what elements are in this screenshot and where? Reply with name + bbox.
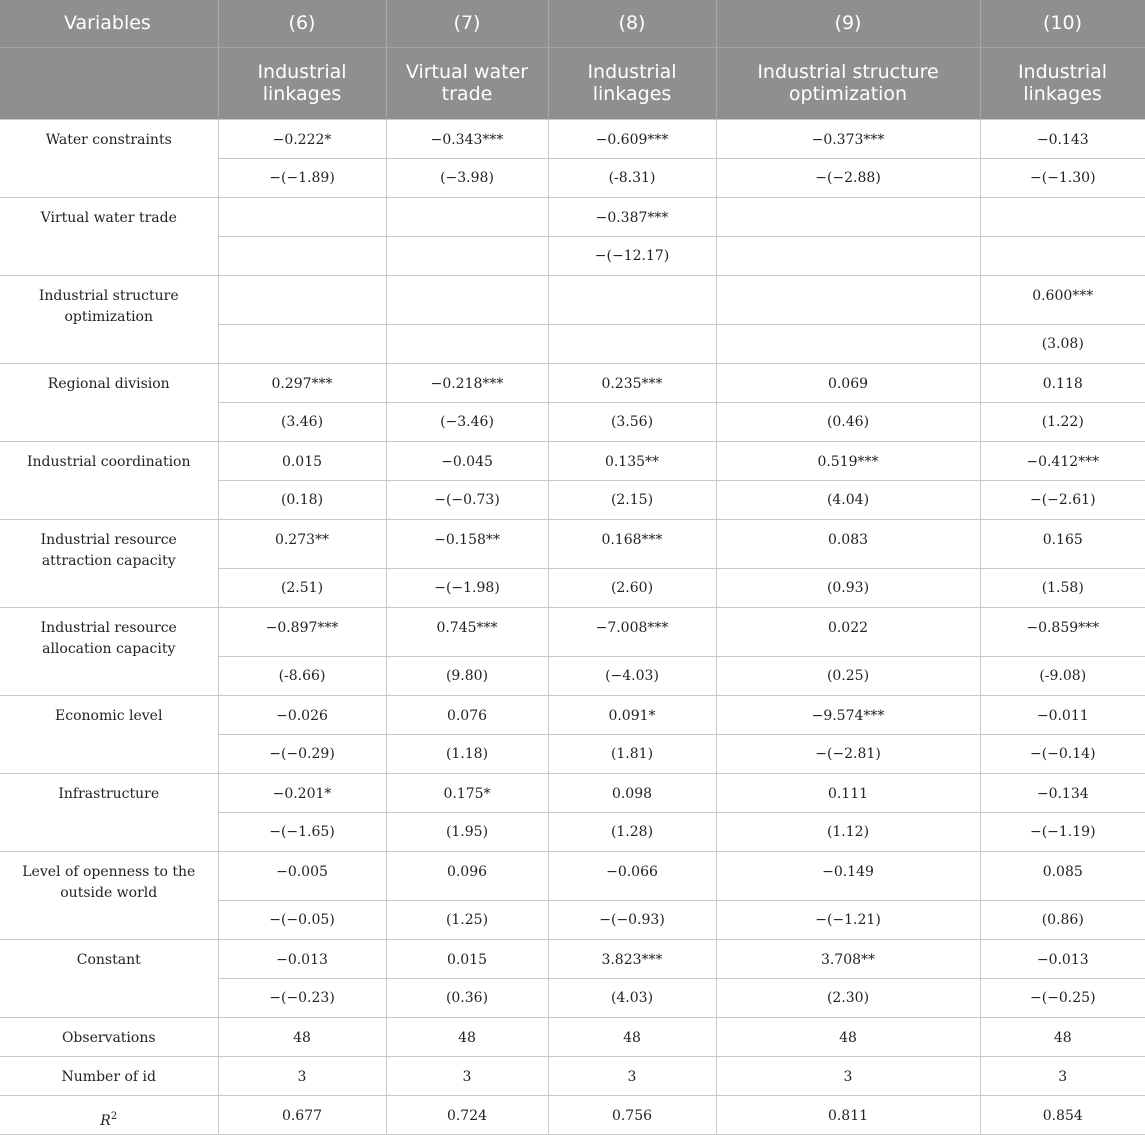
coefficient-cell: 0.098 <box>548 773 716 812</box>
table-row <box>0 851 1145 900</box>
coefficient-cell: −0.026 <box>218 695 386 734</box>
coefficient-cell: −0.222* <box>218 119 386 158</box>
table-row <box>0 1056 1145 1095</box>
t-stat-cell: (2.60) <box>548 568 716 607</box>
t-stat-cell: (0.46) <box>716 402 980 441</box>
table-row <box>0 197 1145 236</box>
coefficient-cell: −0.609*** <box>548 119 716 158</box>
t-stat-cell: (1.81) <box>548 734 716 773</box>
t-stat-cell: −(−1.65) <box>218 812 386 851</box>
coefficient-cell: −0.412*** <box>980 441 1145 480</box>
t-stat-cell <box>218 324 386 363</box>
header-row-dependent-vars <box>0 47 1145 119</box>
coefficient-cell: 0.085 <box>980 851 1145 900</box>
model-number-header: (7) <box>386 0 548 47</box>
t-stat-cell: (3.56) <box>548 402 716 441</box>
t-stat-cell: (−4.03) <box>548 656 716 695</box>
t-stat-cell <box>386 236 548 275</box>
coefficient-cell: 0.297*** <box>218 363 386 402</box>
t-stat-cell: (−3.98) <box>386 158 548 197</box>
coefficient-cell: 3.823*** <box>548 939 716 978</box>
coefficient-cell: 0.273** <box>218 519 386 568</box>
coefficient-cell: −0.013 <box>980 939 1145 978</box>
coefficient-cell: −9.574*** <box>716 695 980 734</box>
coefficient-cell <box>386 275 548 324</box>
t-stat-cell: −(−1.19) <box>980 812 1145 851</box>
table-row <box>0 519 1145 568</box>
coefficient-cell: −0.373*** <box>716 119 980 158</box>
coefficient-cell: −0.149 <box>716 851 980 900</box>
t-stat-cell <box>716 236 980 275</box>
blank-header-cell <box>0 47 218 119</box>
variable-label: Level of openness to the outside world <box>0 851 218 939</box>
t-stat-cell: (1.58) <box>980 568 1145 607</box>
t-stat-cell <box>548 324 716 363</box>
statistic-cell: 0.724 <box>386 1095 548 1134</box>
statistic-label: Number of id <box>0 1056 218 1095</box>
t-stat-cell: (9.80) <box>386 656 548 695</box>
coefficient-cell <box>716 197 980 236</box>
coefficient-cell: 0.168*** <box>548 519 716 568</box>
coefficient-cell: 0.118 <box>980 363 1145 402</box>
t-stat-cell <box>218 236 386 275</box>
variable-label: Economic level <box>0 695 218 773</box>
t-stat-cell: (0.18) <box>218 480 386 519</box>
coefficient-cell: 0.091* <box>548 695 716 734</box>
statistic-cell: 0.756 <box>548 1095 716 1134</box>
coefficient-cell: −0.143 <box>980 119 1145 158</box>
coefficient-cell: 0.135** <box>548 441 716 480</box>
variable-label: Infrastructure <box>0 773 218 851</box>
r-squared-symbol: R <box>100 1112 111 1129</box>
coefficient-cell: 0.083 <box>716 519 980 568</box>
t-stat-cell: (0.93) <box>716 568 980 607</box>
variable-label: Industrial structure optimization <box>0 275 218 363</box>
t-stat-cell: −(−0.73) <box>386 480 548 519</box>
coefficient-cell: −0.005 <box>218 851 386 900</box>
variable-label: Virtual water trade <box>0 197 218 275</box>
t-stat-cell: (1.28) <box>548 812 716 851</box>
variable-label: Constant <box>0 939 218 1017</box>
coefficient-cell: −0.134 <box>980 773 1145 812</box>
statistic-cell: 3 <box>716 1056 980 1095</box>
coefficient-cell: −0.013 <box>218 939 386 978</box>
t-stat-cell: (2.15) <box>548 480 716 519</box>
t-stat-cell: −(−2.81) <box>716 734 980 773</box>
table-row <box>0 275 1145 324</box>
variable-label: Industrial coordination <box>0 441 218 519</box>
table-row <box>0 441 1145 480</box>
statistic-cell: 3 <box>548 1056 716 1095</box>
dependent-var-header: Industrial linkages <box>548 47 716 119</box>
t-stat-cell: −(−1.98) <box>386 568 548 607</box>
t-stat-cell: −(−0.23) <box>218 978 386 1017</box>
table-row <box>0 1017 1145 1056</box>
coefficient-cell: 0.022 <box>716 607 980 656</box>
statistic-label: Observations <box>0 1017 218 1056</box>
t-stat-cell: (1.25) <box>386 900 548 939</box>
coefficient-cell: 0.069 <box>716 363 980 402</box>
variable-label: Industrial resource attraction capacity <box>0 519 218 607</box>
coefficient-cell: 0.015 <box>386 939 548 978</box>
model-number-header: (10) <box>980 0 1145 47</box>
table-body <box>0 119 1145 1134</box>
model-number-header: (8) <box>548 0 716 47</box>
coefficient-cell: −0.897*** <box>218 607 386 656</box>
coefficient-cell: 0.111 <box>716 773 980 812</box>
t-stat-cell: −(−0.25) <box>980 978 1145 1017</box>
t-stat-cell: (1.12) <box>716 812 980 851</box>
t-stat-cell: −(−0.29) <box>218 734 386 773</box>
variables-header: Variables <box>0 0 218 47</box>
t-stat-cell: −(−1.21) <box>716 900 980 939</box>
coefficient-cell: 0.235*** <box>548 363 716 402</box>
statistic-cell: 0.811 <box>716 1095 980 1134</box>
model-number-header: (6) <box>218 0 386 47</box>
model-number-header: (9) <box>716 0 980 47</box>
t-stat-cell: (2.30) <box>716 978 980 1017</box>
r-squared-superscript: 2 <box>110 1110 118 1122</box>
statistic-cell: 48 <box>716 1017 980 1056</box>
statistic-cell: 3 <box>980 1056 1145 1095</box>
table-row <box>0 1095 1145 1134</box>
dependent-var-header: Industrial linkages <box>980 47 1145 119</box>
table-row <box>0 773 1145 812</box>
t-stat-cell <box>716 324 980 363</box>
t-stat-cell: (3.08) <box>980 324 1145 363</box>
dependent-var-header: Industrial linkages <box>218 47 386 119</box>
t-stat-cell: −(−2.88) <box>716 158 980 197</box>
t-stat-cell: −(−1.30) <box>980 158 1145 197</box>
variable-label: Regional division <box>0 363 218 441</box>
coefficient-cell: 0.519*** <box>716 441 980 480</box>
statistic-cell: 3 <box>386 1056 548 1095</box>
t-stat-cell: −(−0.93) <box>548 900 716 939</box>
t-stat-cell: −(−2.61) <box>980 480 1145 519</box>
t-stat-cell: (0.36) <box>386 978 548 1017</box>
statistic-cell: 48 <box>548 1017 716 1056</box>
coefficient-cell: 0.076 <box>386 695 548 734</box>
t-stat-cell: (0.86) <box>980 900 1145 939</box>
coefficient-cell <box>716 275 980 324</box>
t-stat-cell: (4.04) <box>716 480 980 519</box>
coefficient-cell: −0.218*** <box>386 363 548 402</box>
variable-label: Water constraints <box>0 119 218 197</box>
t-stat-cell: (3.46) <box>218 402 386 441</box>
t-stat-cell: (-8.31) <box>548 158 716 197</box>
variable-label: Industrial resource allocation capacity <box>0 607 218 695</box>
table-row <box>0 939 1145 978</box>
coefficient-cell: −0.201* <box>218 773 386 812</box>
coefficient-cell: 0.015 <box>218 441 386 480</box>
coefficient-cell: −0.158** <box>386 519 548 568</box>
dependent-var-header: Virtual water trade <box>386 47 548 119</box>
coefficient-cell: −7.008*** <box>548 607 716 656</box>
table-header <box>0 0 1145 119</box>
t-stat-cell: (-9.08) <box>980 656 1145 695</box>
coefficient-cell: 0.096 <box>386 851 548 900</box>
statistic-cell: 0.677 <box>218 1095 386 1134</box>
statistic-cell: 48 <box>386 1017 548 1056</box>
t-stat-cell: (1.22) <box>980 402 1145 441</box>
t-stat-cell: (0.25) <box>716 656 980 695</box>
coefficient-cell: 0.600*** <box>980 275 1145 324</box>
t-stat-cell <box>980 236 1145 275</box>
coefficient-cell <box>980 197 1145 236</box>
coefficient-cell <box>548 275 716 324</box>
coefficient-cell: 3.708** <box>716 939 980 978</box>
t-stat-cell <box>386 324 548 363</box>
coefficient-cell: 0.745*** <box>386 607 548 656</box>
coefficient-cell <box>218 275 386 324</box>
statistic-cell: 48 <box>980 1017 1145 1056</box>
t-stat-cell: −(−0.05) <box>218 900 386 939</box>
coefficient-cell: −0.011 <box>980 695 1145 734</box>
coefficient-cell: −0.343*** <box>386 119 548 158</box>
coefficient-cell <box>218 197 386 236</box>
table-row <box>0 695 1145 734</box>
table-row <box>0 607 1145 656</box>
t-stat-cell: (4.03) <box>548 978 716 1017</box>
t-stat-cell: −(−1.89) <box>218 158 386 197</box>
coefficient-cell: 0.175* <box>386 773 548 812</box>
coefficient-cell: −0.387*** <box>548 197 716 236</box>
coefficient-cell: −0.045 <box>386 441 548 480</box>
coefficient-cell: −0.066 <box>548 851 716 900</box>
table-row <box>0 363 1145 402</box>
t-stat-cell: (−3.46) <box>386 402 548 441</box>
t-stat-cell: −(−12.17) <box>548 236 716 275</box>
statistic-label <box>0 1095 218 1134</box>
statistic-cell: 48 <box>218 1017 386 1056</box>
t-stat-cell: (1.95) <box>386 812 548 851</box>
t-stat-cell: (2.51) <box>218 568 386 607</box>
coefficient-cell: −0.859*** <box>980 607 1145 656</box>
t-stat-cell: (-8.66) <box>218 656 386 695</box>
table-row <box>0 119 1145 158</box>
statistic-cell: 0.854 <box>980 1095 1145 1134</box>
coefficient-cell: 0.165 <box>980 519 1145 568</box>
dependent-var-header: Industrial structure optimization <box>716 47 980 119</box>
header-row-model-numbers <box>0 0 1145 47</box>
t-stat-cell: −(−0.14) <box>980 734 1145 773</box>
t-stat-cell: (1.18) <box>386 734 548 773</box>
coefficient-cell <box>386 197 548 236</box>
statistic-cell: 3 <box>218 1056 386 1095</box>
